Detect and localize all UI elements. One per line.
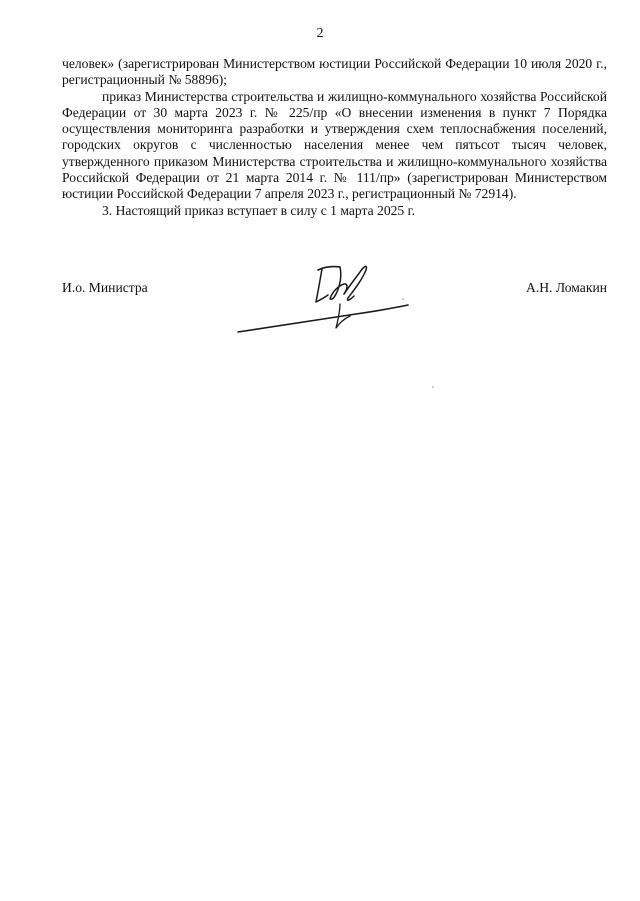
paragraph-effective-date: 3. Настоящий приказ вступает в силу с 1 марта 2025 г.	[102, 202, 416, 218]
scan-speck	[402, 298, 404, 300]
page-number: 2	[316, 26, 324, 41]
paragraph-order-reference: приказ Министерства строительства и жилищно-коммунального хозяйства Российской Федерации от 30 марта 2023 г. № 225/пр «О внесении изменения в пункт 7 Порядка осуществления мониторинга разработки и утверждения схем теплоснабжения поселений, городских округов с численностью населения менее чем пятьсот тысяч человек, утвержденного приказом Министерства строительства и жилищно-коммунального хозяйства Российской Федерации от 21 марта 2014 г. № 111/пр» (зарегистрирован Министерством юстиции Российской Федерации 7 апреля 2023 г., регистрационный № 72914).	[62, 88, 607, 202]
document-body	[62, 56, 607, 219]
scan-speck	[432, 386, 434, 388]
paragraph-continuation: человек» (зарегистрирован Министерством юстиции Российской Федерации 10 июля 2020 г., регистрационный № 58896);	[62, 56, 607, 88]
handwritten-signature	[236, 258, 416, 338]
signatory-role: И.о. Министра	[62, 280, 148, 295]
signatory-name: А.Н. Ломакин	[526, 280, 607, 295]
